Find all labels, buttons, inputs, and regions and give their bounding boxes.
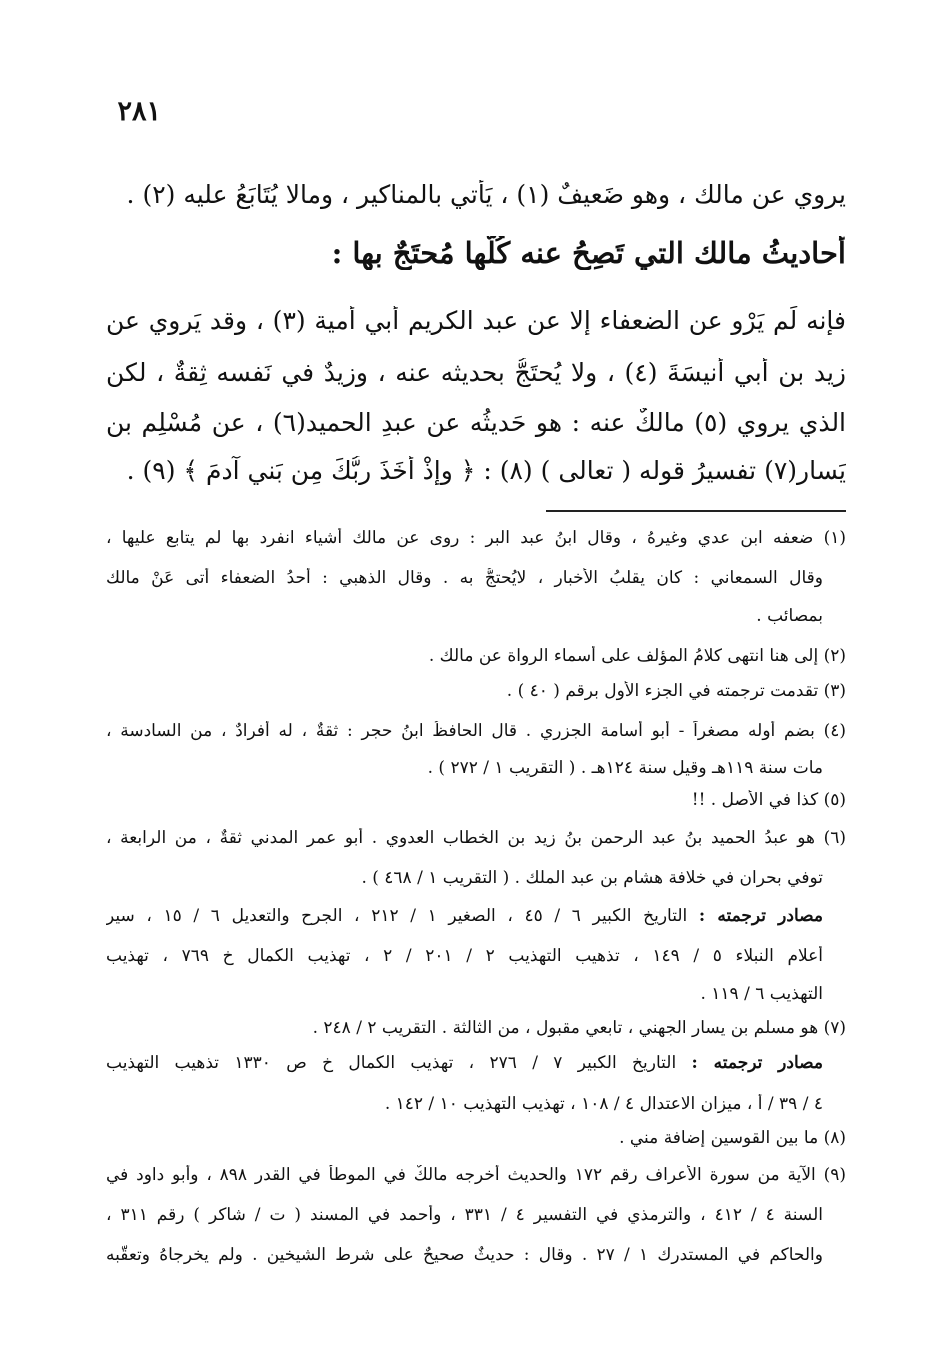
footnote-divider bbox=[546, 510, 846, 512]
footnote-line: (٧) هو مسلم بن يسار الجهني ، تابعي مقبول ، من الثالثة . التقريب ٢ / ٢٤٨ . bbox=[312, 1018, 846, 1038]
footnote-line bbox=[106, 1053, 823, 1073]
paragraph-line: الذي يروي (٥) مالكٌ عنه : هو حَديثُه عن عبدِ الحميد(٦) ، عن مُسْلِم بن bbox=[106, 408, 846, 437]
footnote-line: أعلام النبلاء ٥ / ١٤٩ ، تذهيب التهذيب ٢ / ٢٠١ / ٢ ، تهذيب الكمال خ ٧٦٩ ، تهذيب bbox=[106, 946, 823, 966]
footnote-line: وقال السمعاني : كان يقلبُ الأخبار ، لايُحتجُّ به . وقال الذهبي : أحدُ الضعفاء أتى عَنْ مالك bbox=[106, 568, 823, 588]
footnote-line: (١) ضعفه ابن عدي وغيرهُ ، وقال ابنُ عبد البر : روى عن مالك أشياء انفرد بها لم يتابع عليها ، bbox=[106, 528, 846, 548]
footnote-line: والحاكم في المستدرك ١ / ٢٧ . وقال : حديثٌ صحيحٌ على شرط الشيخين . ولم يخرجاهُ وتعقّبه bbox=[106, 1245, 823, 1265]
sources-text: التاريخ الكبير ٦ / ٤٥ ، الصغير ١ / ٢١٢ ، الجرح والتعديل ٦ / ١٥ ، سير bbox=[106, 906, 699, 926]
footnote-line: (٦) هو عبدُ الحميد بنُ عبد الرحمن بنُ زيد بن الخطاب العدوي . أبو عمر المدني ثقةٌ ، من الرابعة ، bbox=[106, 828, 846, 848]
footnote-line: (٢) إلى هنا انتهى كلامُ المؤلف على أسماء الرواة عن مالك . bbox=[428, 646, 846, 666]
footnote-line: (٥) كذا في الأصل . !! bbox=[691, 790, 846, 810]
footnote-line: (٣) تقدمت ترجمته في الجزء الأول برقم ( ٤٠ ) . bbox=[506, 681, 846, 701]
paragraph-line: فإنه لَم يَرْوِ عن الضعفاء إلا عن عبد الكريم أبي أُمية (٣) ، وقد يَروي عن bbox=[106, 306, 846, 335]
section-heading: أحاديثُ مالك التي تَصِحُ عنه كُلُّها مُحتَجٌ بها : bbox=[331, 236, 846, 270]
sources-label: مصادر ترجمته : bbox=[691, 1053, 823, 1073]
footnote-line: (٨) ما بين القوسين إضافة مني . bbox=[619, 1128, 846, 1148]
paragraph-line: زيد بنِ أبي أُنيسَةَ (٤) ، ولا يُحتَجُّ بحديثه عنه ، وزيدٌ في نَفسه ثِقةٌ ، لكن bbox=[106, 358, 846, 387]
footnote-line: السنة ٤ / ٤١٢ ، والترمذي في التفسير ٤ / ٣٣١ ، وأحمد في المسند ( ت / شاكر ) رقم ٣١١ ، bbox=[106, 1205, 823, 1225]
intro-line: يروي عن مالك ، وهو ضَعيفٌ (١) ، يَأتي بالمناكير ، ومالا يُتَابَعُ عليه (٢) . bbox=[126, 180, 846, 209]
sources-text: التاريخ الكبير ٧ / ٢٧٦ ، تهذيب الكمال خ ص ١٣٣٠ تذهيب التهذيب bbox=[106, 1053, 692, 1073]
footnote-line: (٩) الآية من سورة الأعراف رقم ١٧٢ والحديث أخرجه مالكٌ في الموطأ في القدر ٨٩٨ ، وأبو داود في bbox=[106, 1165, 846, 1185]
footnote-line: ٤ / ٣٩ / أ ، ميزان الاعتدال ٤ / ١٠٨ ، تهذيب التهذيب ١٠ / ١٤٢ . bbox=[384, 1094, 823, 1114]
footnote-line: توفي بحران في خلافة هشام بن عبد الملك . ( التقريب ١ / ٤٦٨ ) . bbox=[361, 868, 823, 888]
paragraph-line: يَسار(٧) تفسيرُ قوله ( تعالى ) (٨) : ﴿ وإذْ أخَذَ ربُّكَ مِن بَني آدمَ ﴾ (٩) . bbox=[126, 456, 846, 485]
footnote-line: التهذيب ٦ / ١١٩ . bbox=[700, 984, 823, 1004]
sources-label: مصادر ترجمته : bbox=[698, 906, 823, 926]
footnote-line: بمصائب . bbox=[756, 606, 823, 626]
footnote-line bbox=[106, 906, 823, 926]
footnote-line: (٤) بضم أوله مصغراً - أبو أسامة الجزري . قال الحافظُ ابنُ حجر : ثقةٌ ، له أفرادٌ ، من السادسة ، bbox=[106, 721, 846, 741]
footnote-line: مات سنة ١١٩هـ وقيل سنة ١٢٤هـ . ( التقريب ١ / ٢٧٢ ) . bbox=[427, 758, 823, 778]
page-number: ٢٨١ bbox=[117, 96, 161, 127]
